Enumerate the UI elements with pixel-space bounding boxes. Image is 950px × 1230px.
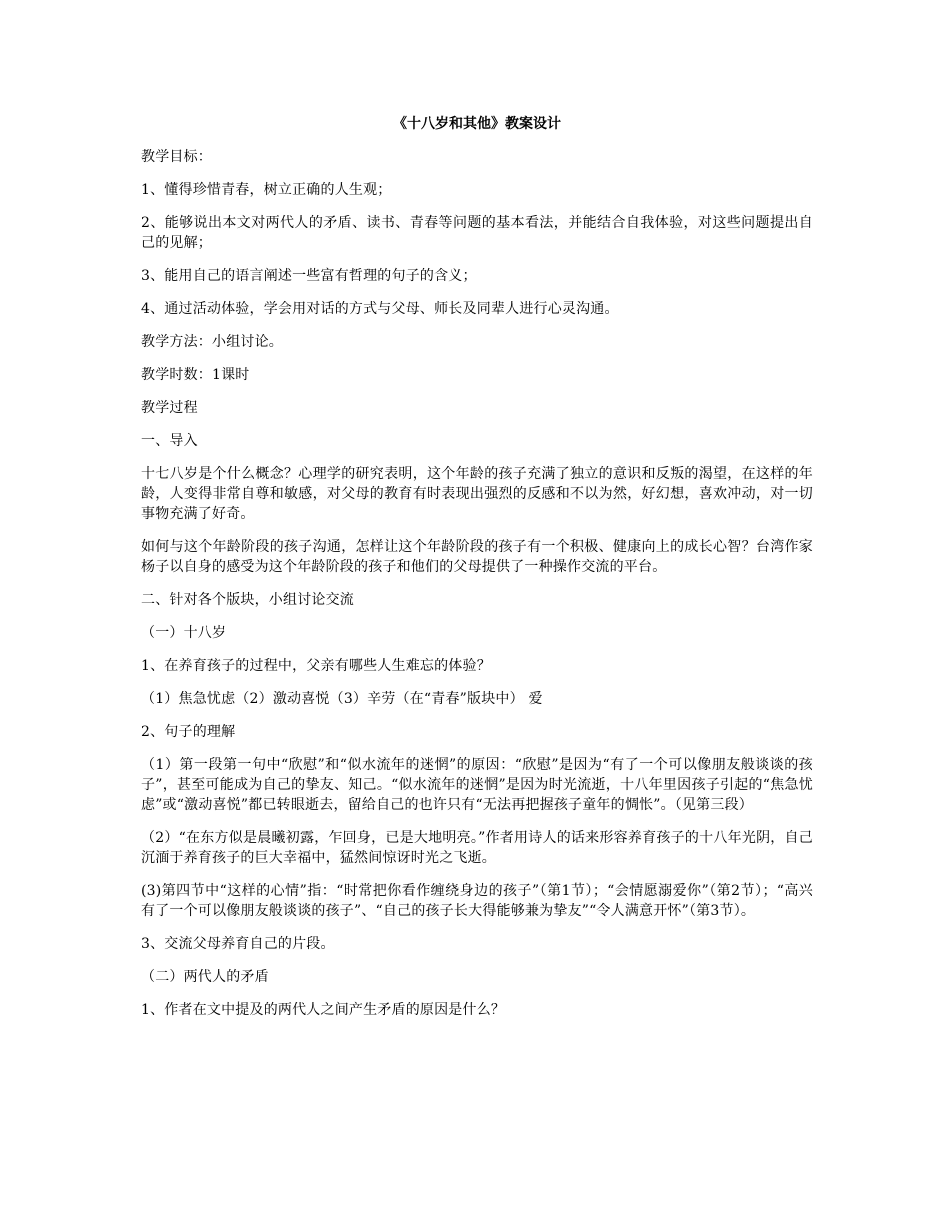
paragraph: 1、作者在文中提及的两代人之间产生矛盾的原因是什么？ (141, 1002, 506, 1018)
paragraph: 2、句子的理解 (141, 724, 236, 740)
paragraph: （二）两代人的矛盾 (141, 969, 269, 985)
paragraph: 十七八岁是个什么概念？心理学的研究表明，这个年龄的孩子充满了独立的意识和反叛的渴望，在这样的年龄，人变得非常自尊和敏感，对父母的教育有时表现出强烈的反感和不以为然，好幻想，喜欢冲动，对一切事物充满了好奇。 (141, 466, 813, 522)
paragraph: 二、针对各个版块，小组讨论交流 (141, 592, 354, 608)
document-title: 《十八岁和其他》教案设计 (393, 116, 561, 132)
paragraph: 3、交流父母养育自己的片段。 (141, 936, 335, 952)
paragraph: 一、导入 (141, 433, 198, 449)
paragraph: （一）十八岁 (141, 625, 227, 641)
paragraph: 4、通过活动体验，学会用对话的方式与父母、师长及同辈人进行心灵沟通。 (141, 301, 619, 317)
paragraph: （1）第一段第一句中“欣慰”和“似水流年的迷惘”的原因：“欣慰”是因为“有了一个可以像朋友般谈谈的孩子”，甚至可能成为自己的挚友、知己。“似水流年的迷惘”是因为时光流逝，十八年里因孩子引起的“焦急忧虑”或“激动喜悦”都已转眼逝去，留给自己的也许只有“无法再把握孩子童年的惆怅”。（见第三段） (141, 757, 813, 813)
paragraph: 2、能够说出本文对两代人的矛盾、读书、青春等问题的基本看法，并能结合自我体验，对这些问题提出自己的见解； (141, 215, 813, 251)
paragraph: （1）焦急忧虑（2）激动喜悦（3）辛劳（在“青春”版块中） 爱 (141, 691, 543, 707)
paragraph: 如何与这个年龄阶段的孩子沟通，怎样让这个年龄阶段的孩子有一个积极、健康向上的成长心智？台湾作家杨子以自身的感受为这个年龄阶段的孩子和他们的父母提供了一种操作交流的平台。 (141, 539, 813, 575)
paragraph: (3)第四节中“这样的心情”指：“时常把你看作缠绕身边的孩子”（第1节）；“会情愿溺爱你”（第2节）；“高兴有了一个可以像朋友般谈谈的孩子”、“自己的孩子长大得能够兼为挚友”“令人满意开怀”（第3节）。 (141, 883, 813, 919)
paragraph: 教学方法：小组讨论。 (141, 334, 283, 350)
paragraph: 3、能用自己的语言阐述一些富有哲理的句子的含义； (141, 268, 477, 284)
paragraph: 教学时数：1课时 (141, 367, 250, 383)
paragraph: 1、懂得珍惜青春，树立正确的人生观； (141, 182, 392, 198)
paragraph: 教学目标： (141, 149, 212, 165)
paragraph: （2）“在东方似是晨曦初露，乍回身，已是大地明亮。”作者用诗人的话来形容养育孩子的十八年光阴，自己沉湎于养育孩子的巨大幸福中，猛然间惊讶时光之飞逝。 (141, 830, 813, 866)
document-page (141, 113, 813, 1033)
paragraph: 教学过程 (141, 400, 198, 416)
paragraph: 1、在养育孩子的过程中，父亲有哪些人生难忘的体验？ (141, 658, 491, 674)
